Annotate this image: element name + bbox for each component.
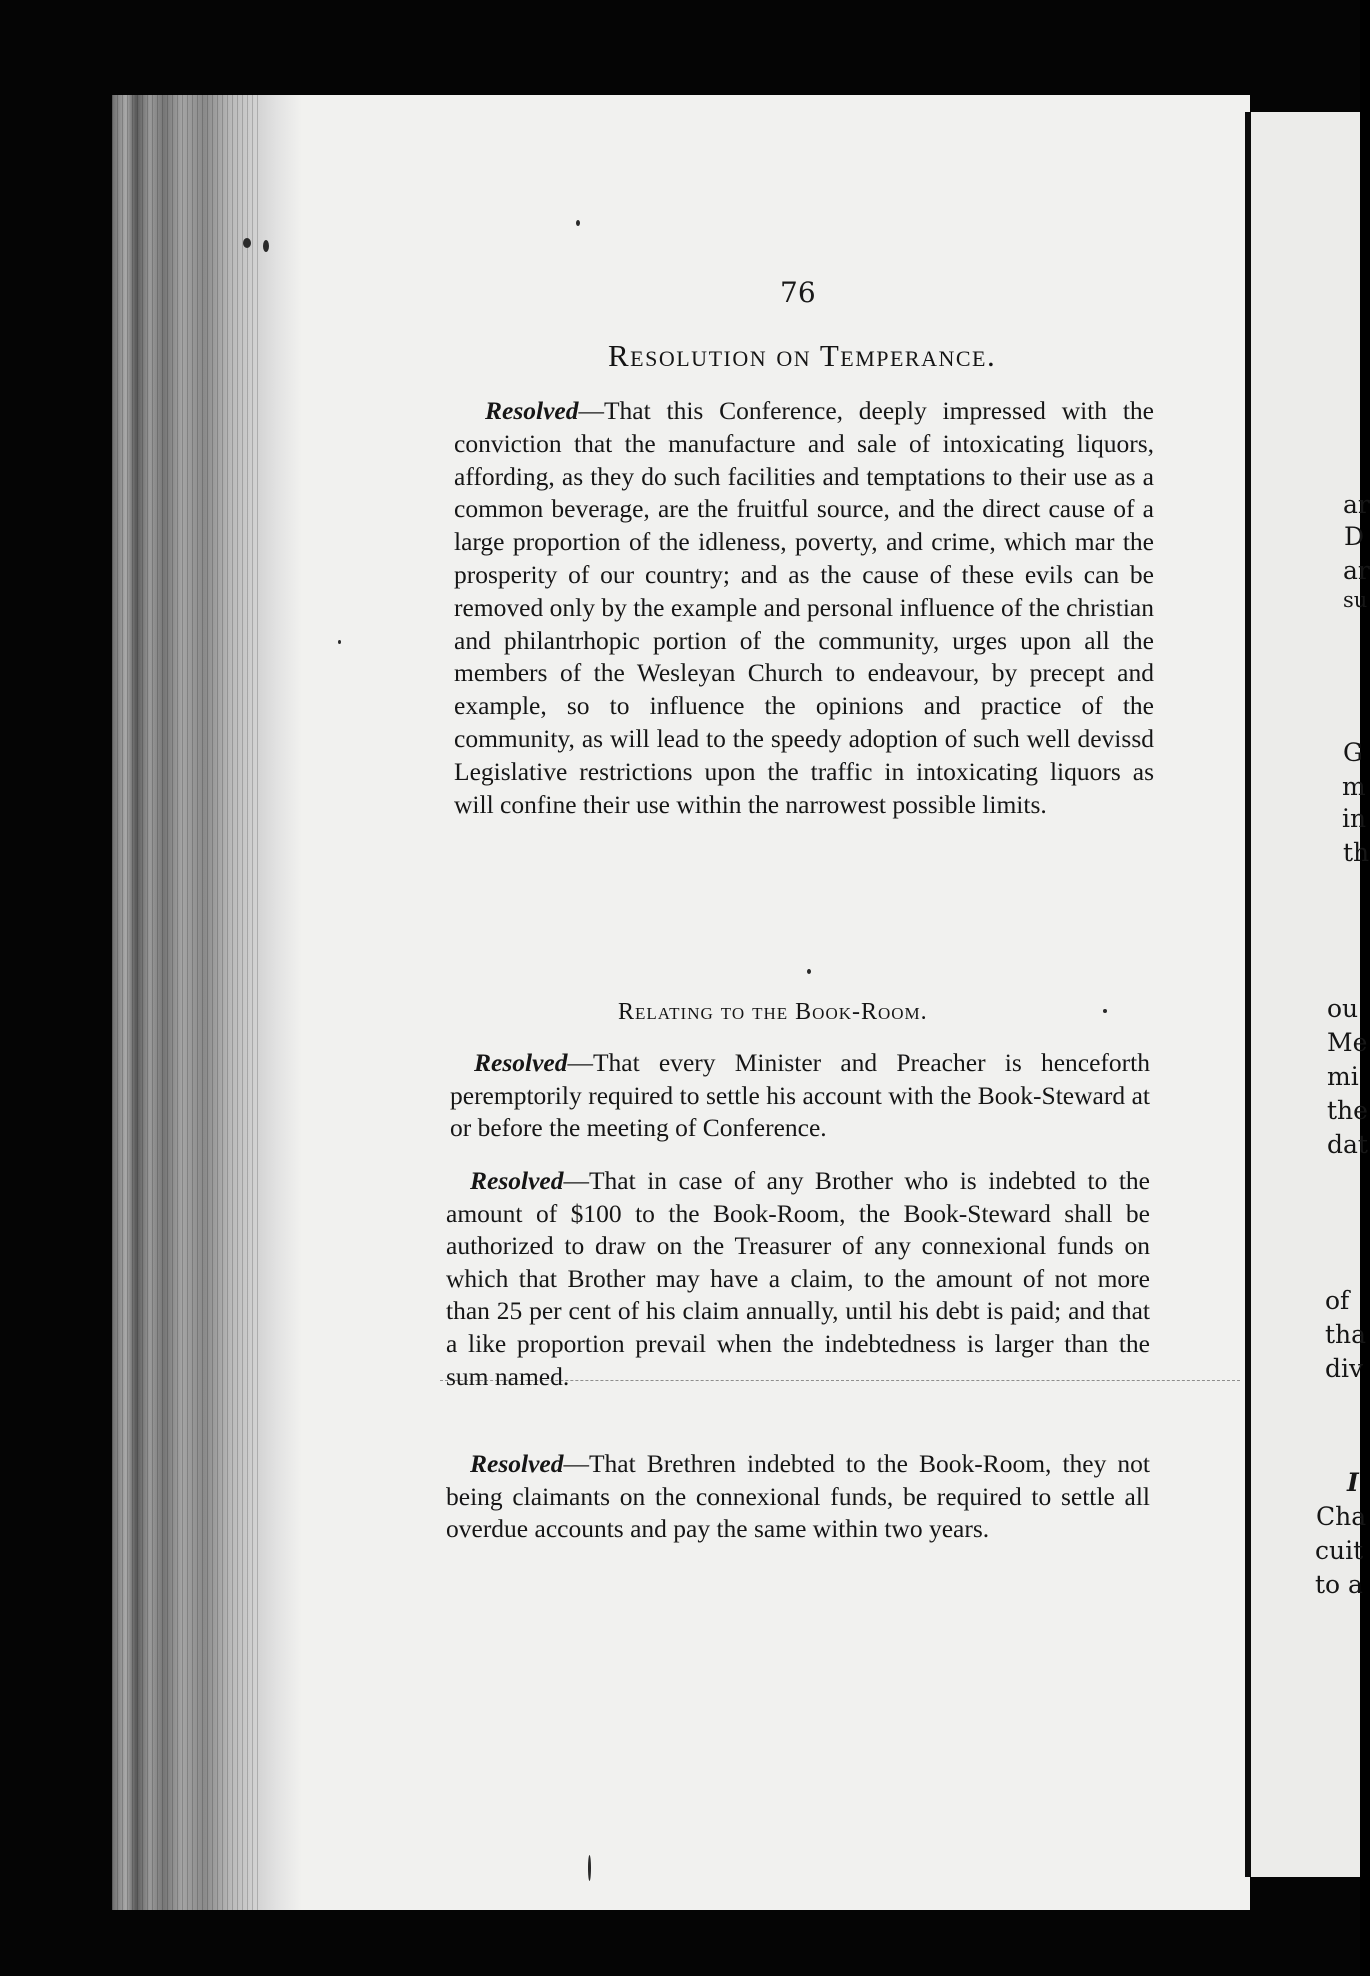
facing-text-fragment: the [1327,1096,1368,1125]
resolved-label: Resolved [474,1048,568,1077]
facing-text-fragment: ar [1343,556,1370,585]
page-edge-stripes [112,95,262,1910]
section-heading-temperance: Resolution on Temperance. [608,338,997,373]
facing-text-fragment: cuit [1315,1536,1364,1565]
resolution-text: —That Brethren indebted to the Book-Room, they not being claimants on the connexional funds, be required to settle all overdue accounts and pay the same within two years. [446,1449,1150,1544]
section-heading-book-room: Relating to the Book-Room. [618,999,928,1025]
facing-text-fragment: dat [1327,1130,1368,1159]
book-room-resolution [446,1448,1150,1546]
facing-text-fragment: mi [1327,1062,1359,1091]
page-number: 76 [780,276,816,309]
facing-text-fragment: of [1325,1286,1350,1315]
resolution-text: —That every Minister and Preacher is henceforth peremptorily required to settle his account with the Book-Steward at or before the meeting of Conference. [450,1048,1150,1143]
temperance-resolution [454,395,1154,821]
facing-text-fragment: div [1325,1354,1364,1383]
resolved-label: Resolved [485,396,579,425]
facing-text-fragment: ou [1327,994,1359,1023]
resolved-label: Resolved [470,1166,564,1195]
facing-text-fragment: th [1343,838,1370,867]
resolution-text: —That in case of any Brother who is indebted to the amount of $100 to the Book-Room, the Book-Steward shall be authorized to draw on the Treasurer of any connexional funds on which that Brother may have a claim, to the amount of not more than 25 per cent of his claim annually, until his debt is paid; and that a like proportion prevail when the indebtedness is larger than the sum named. [446,1166,1150,1391]
book-room-resolution [450,1047,1150,1145]
resolution-text: —That this Conference, deeply impressed with the conviction that the manufacture and sale of intoxicating liquors, affording, as they do such facilities and temptations to their use as a common beverage, are the fruitful source, and the direct cause of a large proportion of the idleness, poverty, and crime, which mar the prosperity of our country; and as the cause of these evils can be removed only by the example and personal influence of the christian and philantrhopic portion of the community, urges upon all the members of the Wesleyan Church to endeavour, by precept and example, so to influence the opinions and practice of the community, as will lead to the speedy adoption of such well devissd Legislative restrictions upon the traffic in intoxicating liquors as will confine their use within the narrowest possible limits. [454,396,1154,819]
book-room-resolution [446,1165,1150,1393]
scan-speck [576,220,580,226]
facing-text-fragment: in [1342,804,1367,833]
facing-text-fragment: tha [1325,1320,1367,1349]
facing-text-fragment: Me [1327,1028,1368,1057]
scan-speck [243,238,251,248]
scan-speck [588,1855,591,1881]
scan-speck [263,240,269,252]
facing-text-fragment: D [1344,522,1365,551]
scan-speck [807,969,811,974]
facing-text-fragment: su [1343,588,1368,612]
resolved-label: Resolved [470,1449,564,1478]
facing-text-fragment: ar [1343,490,1370,519]
facing-text-fragment: to a [1315,1570,1363,1599]
facing-page [1251,112,1370,1877]
scan-speck [1103,1009,1107,1013]
facing-text-fragment: Cha [1316,1502,1367,1531]
facing-text-fragment: G [1343,738,1363,767]
scan-speck [338,640,341,644]
facing-text-fragment: I [1347,1468,1359,1497]
facing-text-fragment: m [1342,772,1366,801]
scan-artifact-line [440,1380,1240,1381]
